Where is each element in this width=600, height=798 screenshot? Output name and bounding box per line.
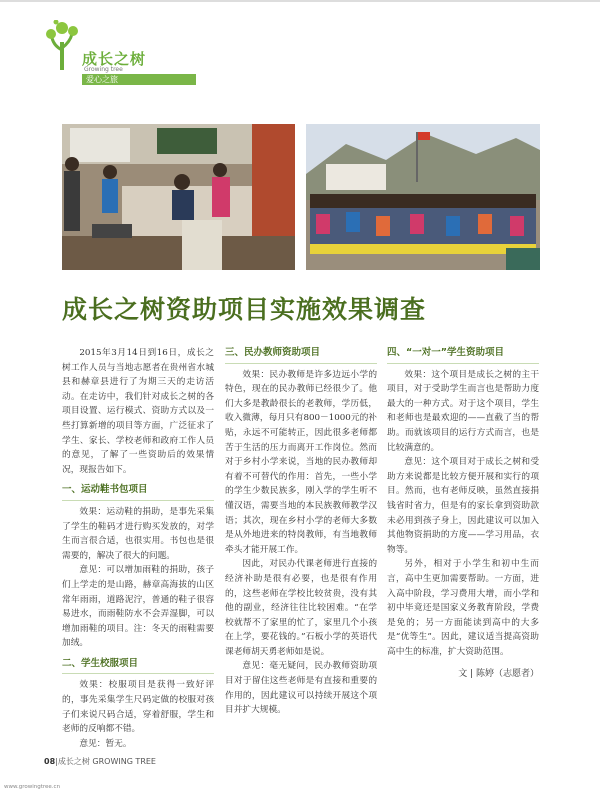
intro-paragraph: 2015年3月14日到16日，成长之树工作人员与当地志愿者在贵州省水城县和赫章县进行了为期三天的走访活动。在走访中，我们针对成长之树的各项目设置、运行模式、资助方式以及一些打算新增的项目等方面，广泛征求了学生、家长、学校老师和政府工作人员的意见，了解了一些资助后的效果情况，现报告如下。	[62, 348, 214, 475]
section-heading-teachers: 三、民办教师资助项目	[225, 346, 377, 364]
footer-title: 成长之树 GROWING TREE	[57, 757, 156, 766]
section-heading-shoes-bags: 一、运动鞋书包项目	[62, 483, 214, 501]
page-number: 08	[44, 757, 56, 766]
paragraph: 效果：民办教师是许多边远小学的特色，现在的民办教师已经很少了。他们大多是教龄很长的老教师，学历低，收入微薄，每月只有800－1000元的补贴，永远不可能转正，因此很多老师都苦于生活的压力而离开工作岗位。然而对于乡村小学来说，当地的民办教师却有着不可替代的作用：首先，一些小学的学生少数民族多，刚入学的学生听不懂汉语，需要当地的本民族教师教学汉语；其次，现在乡村小学的老师大多数是从外地进来的特岗教师，有当地教师牵头才能开展工作。	[225, 369, 377, 555]
paragraph: 效果：校服项目是获得一致好评的，事先采集学生尺码定做的校服对孩子们来说尺码合适，穿着舒服，学生和老师的反响都不错。	[62, 680, 214, 735]
website-url: www.growingtree.cn	[4, 784, 61, 790]
section-heading-one-on-one: 四、“一对一”学生资助项目	[387, 346, 539, 364]
paragraph: 意见：暂无。	[79, 738, 132, 749]
paragraph: 效果：运动鞋的捐助，是事先采集了学生的鞋码才进行购买发放的，对学生而言很合适，也很实用。书包也是很需要的，解决了很大的问题。	[62, 506, 214, 561]
magazine-logo	[44, 18, 154, 82]
paragraph: 意见：毫无疑问，民办教师资助项目对于留住这些老师是有直接和重要的作用的，因此建议可以持续开展这个项目并扩大规模。	[225, 661, 377, 716]
column-2	[225, 346, 377, 718]
column-1	[62, 346, 214, 751]
logo-name: 成长之树	[82, 50, 147, 68]
column-3	[387, 346, 539, 682]
tree-logo-icon	[44, 20, 80, 72]
section-heading-uniform: 二、学生校服项目	[62, 657, 214, 675]
footer-separator: |	[55, 757, 58, 766]
students-outdoor-photo	[306, 124, 540, 270]
paragraph: 效果：这个项目是成长之树的主干项目，对于受助学生而言也是帮助力度最大的一种方式。对于这个项目，学生和老师也是最欢迎的——直截了当的帮助。而就该项目的运行方式而言，也是比较满意的。	[387, 369, 539, 453]
paragraph: 意见：这个项目对于成长之树和受助方来说都是比较方便开展和实行的项目。然而，也有老师反映，虽然直接捐钱省时省力，但是有的家长拿到资助款未必用到孩子身上，因此建议可以加入其他物资捐助的方度——学习用品，衣物等。	[387, 457, 539, 555]
office-meeting-photo	[62, 124, 295, 270]
logo-band: 爱心之旅	[82, 74, 196, 85]
logo-english: Growing tree	[84, 66, 123, 73]
students-group	[310, 194, 536, 254]
paragraph: 另外，相对于小学生和初中生而言，高中生更加需要帮助。一方面，进入高中阶段，学习费用大增，而小学和初中毕竟还是国家义务教育阶段，学费是免的；另一方面能读到高中的大多是“优等生”。因此，建议适当提高资助高中生的标准，扩大资助范围。	[387, 559, 539, 657]
paragraph: 意见：可以增加雨鞋的捐助，孩子们上学走的是山路，赫章高海拔的山区常年雨雨，道路泥泞，普通的鞋子很容易进水，而雨鞋防水不会弄湿脚，可以增加雨鞋的项目。注：冬天的雨鞋需要加绒。	[62, 565, 214, 649]
page-footer	[44, 756, 156, 767]
top-rule	[0, 0, 600, 2]
author-byline: 文 | 陈婷（志愿者）	[458, 669, 539, 680]
paragraph: 因此，对民办代课老师进行直接的经济补助是很有必要，也是很有作用的，这些老师在学校比较贫贵，没有其他的副业，经济往往比较困难。“在学校就帮不了家里的忙了，家里几个小孩在上学，要花钱的。”石板小学的英语代课老师胡天勇老师如是说。	[225, 559, 377, 657]
article-title: 成长之树资助项目实施效果调查	[62, 295, 427, 324]
